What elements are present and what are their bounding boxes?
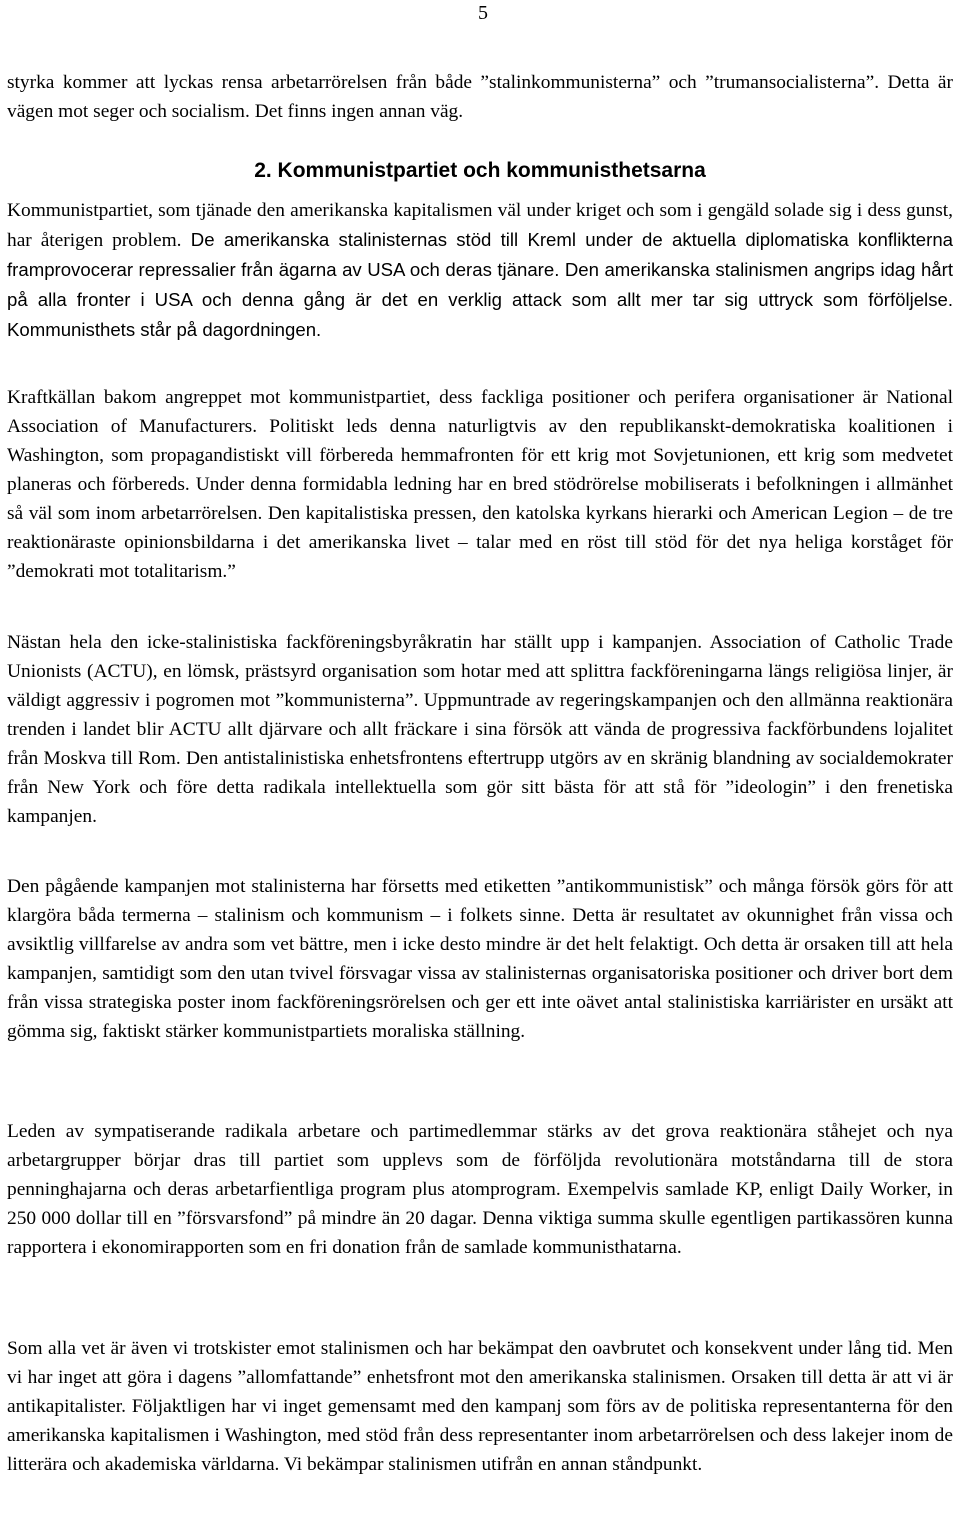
paragraph-4: Nästan hela den icke-stalinistiska fackföreningsbyråkratin har ställt upp i kampanjen. Association of Catholic Trade Unionists (ACTU), en lömsk, prästsyrd organisation som hotar med att splittra fackföreningarna längs religiösa linjer, är väldigt aggressiv i pogromen mot ”kommunisterna”. Uppmuntrade av regeringskampanjen och den allmänna reaktionära trenden i landet blir ACTU allt djärvare och allt fräckare i sina försök att vända de progressiva fackförbundens lojalitet från Moskva till Rom. Den antistalinistiska enhetsfrontens eftertrupp utgörs av en skränig blandning av socialdemokrater från New York och före detta radikala intellektuella som gör sitt bästa för att stå för ”ideologin” i den frenetiska kampanjen. [7,632,953,827]
paragraph-2 [7,196,953,345]
paragraph-1: styrka kommer att lyckas rensa arbetarrörelsen från både ”stalinkommunisterna” och ”trumansocialisterna”. Detta är vägen mot seger och socialism. Det finns ingen annan väg. [7,72,953,122]
paragraph-2-part-2: De amerikanska stalinisternas stöd till Kreml under de aktuella diplomatiska konflikterna framprovocerar repressalier från ägarna av USA och deras tjänare. Den amerikanska stalinismen angrips idag hårt på alla fronter i USA och denna gång är det en verklig attack som allt mer tar sig uttryck som förföljelse. Kommunisthets står på dagordningen. [7,229,953,340]
page-number: 5 [478,2,488,24]
paragraph-7: Som alla vet är även vi trotskister emot stalinismen och har bekämpat den oavbrutet och konsekvent under lång tid. Men vi har inget att göra i dagens ”allomfattande” enhetsfront mot den amerikanska stalinismen. Orsaken till detta är att vi är antikapitalister. Följaktligen har vi inget gemensamt med den kampanj som förs av de politiska representanterna för den amerikanska kapitalismen i Washington, med stöd från dess representanter inom arbetarrörelsen och dess lakejer inom de litterära och akademiska världarna. Vi bekämpar stalinismen utifrån en annan ståndpunkt. [7,1338,953,1475]
paragraph-5: Den pågående kampanjen mot stalinisterna har försetts med etiketten ”antikommunistisk” och många försök görs för att klargöra båda termerna – stalinism och kommunism – i folkets sinne. Detta är resultatet av okunnighet från vissa och avsiktlig villfarelse av andra som vet bättre, men i icke desto mindre är det helt felaktigt. Och detta är orsaken till att hela kampanjen, samtidigt som den utan tvivel försvagar vissa av stalinisternas organisatoriska positioner och driver bort dem från vissa strategiska poster inom fackföreningsrörelsen och ger ett inte oävet antal stalinistiska karriärister en ursäkt att gömma sig, faktiskt stärker kommunistpartiets moraliska ställning. [7,876,953,1042]
section-heading: 2. Kommunistpartiet och kommunisthetsarna [254,159,706,182]
paragraph-3: Kraftkällan bakom angreppet mot kommunistpartiet, dess fackliga positioner och perifera organisationer är National Association of Manufacturers. Politiskt leds denna naturligtvis av den republikanskt-demokratiska koalitionen i Washington, som propagandistiskt vill förbereda hemmafronten för ett krig mot Sovjetunionen, ett krig som medvetet planeras och förbereds. Under denna formidabla ledning har en bred stödrörelse mobiliserats i befolkningen i allmänhet så väl som inom arbetarrörelsen. Den kapitalistiska pressen, den katolska kyrkans hierarki och American Legion – de tre reaktionäraste opinionsbildarna i det amerikanska livet – talar med en röst till stöd för det nya heliga korståget för ”demokrati mot totalitarism.” [7,387,953,582]
paragraph-6: Leden av sympatiserande radikala arbetare och partimedlemmar stärks av det grova reaktionära ståhejet och nya arbetargrupper börjar dras till partiet som upplevs som de förföljda revolutionära motståndarna till de stora penninghajarna och deras arbetarfientliga program plus atomprogram. Exempelvis samlade KP, enligt Daily Worker, in 250 000 dollar till en ”försvarsfond” på mindre än 20 dagar. Denna viktiga summa skulle egentligen partikassören kunna rapportera i ekonomirapporten som en fri donation från de samlade kommunisthatarna. [7,1121,953,1258]
paragraph-2-part-1: Kommunistpartiet, som tjänade den amerikanska kapitalismen väl under kriget och som i gengäld solade sig i dess gunst, har återigen problem. [7,200,953,251]
